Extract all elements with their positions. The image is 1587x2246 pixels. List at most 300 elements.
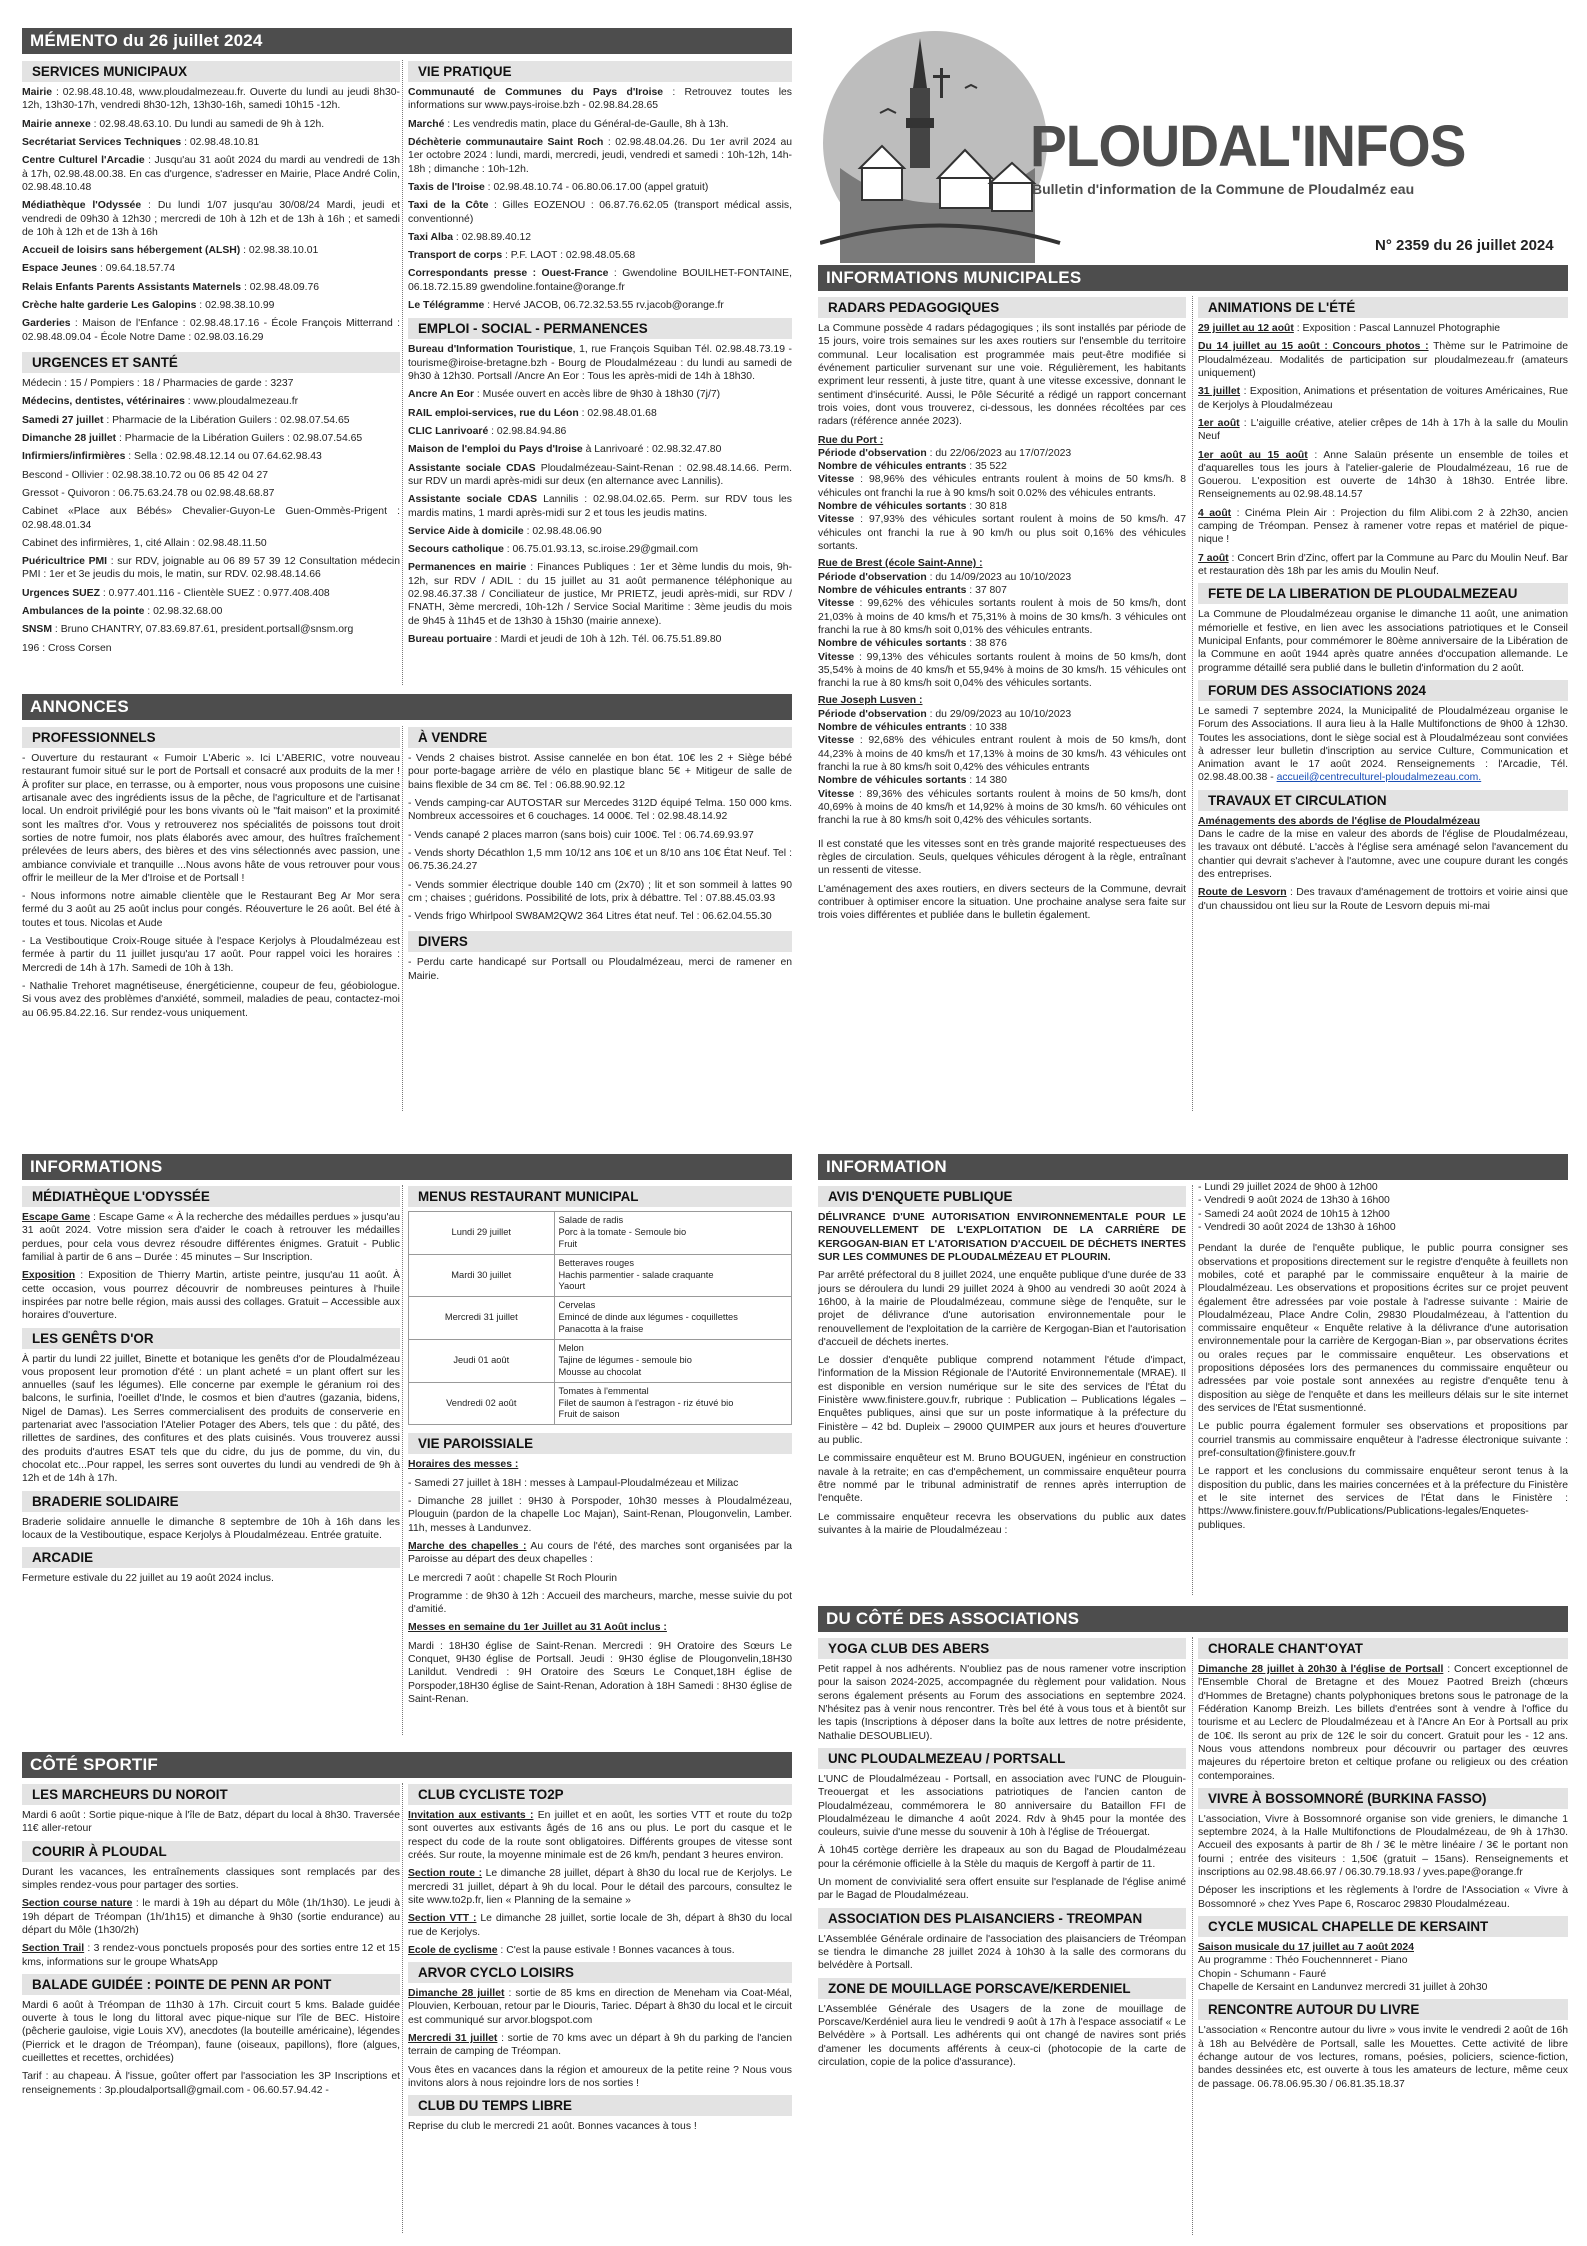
- annonces-title: ANNONCES: [22, 694, 792, 720]
- emploi-line: [408, 561, 792, 628]
- radar-line-text: : 98,96% des véhicules entrants roulent à moins de 50 kms/h. 8 véhicules ont franchi la rue à 90 kms/h soit 0.02% des véhicules entrants.: [818, 474, 1186, 499]
- urgence-line-label: Puéricultrice PMI: [22, 556, 108, 568]
- service-line: [22, 136, 400, 149]
- vie-pratique-line-label: Correspondants presse : Ouest-France: [408, 268, 609, 280]
- emploi-line-text: : Mardi et jeudi de 10h à 12h. Tél. 06.75.51.89.80: [491, 634, 722, 645]
- vie-pratique-line-label: Déchèterie communautaire Saint Roch: [408, 136, 604, 148]
- arvor-line-text: : sortie de 70 kms avec un départ à 9h du parking de l'ancien terrain de camping de Tréompan.: [408, 2033, 792, 2058]
- animation-item-label: 1er août au 15 août: [1198, 449, 1308, 461]
- information-panel: [818, 1154, 1568, 1180]
- vie-pratique-line-text: : 02.98.89.40.12: [453, 231, 532, 243]
- masthead-title: PLOUDAL'INFOS: [1030, 114, 1466, 179]
- cyclo-heading: CLUB CYCLISTE TO2P: [408, 1784, 792, 1805]
- menu-dish: Filet de saumon à l'estragon - riz étuvé bio: [558, 1397, 734, 1408]
- service-line-label: Mairie annexe: [22, 118, 91, 130]
- service-line-label: Médiathèque l'Odyssée: [22, 200, 142, 212]
- radar-line-text: : 14 380: [966, 775, 1007, 787]
- cyclo-line-text: En juillet et en août, les sorties VTT et route du to2p sont ouvertes aux estivants âgés de 16 ans ou plus. Le port du casque et le respect du code de la route sont obligatoires. Différents groupes de vitesse sont créés. Sur route, la moyenne minimale est de 26 km/h, pendant 3 heures environ.: [408, 1810, 792, 1861]
- menu-dish: Mousse au chocolat: [558, 1366, 642, 1377]
- paroisse-line: [408, 1458, 792, 1471]
- animation-item: [1198, 340, 1568, 380]
- services-heading: SERVICES MUNICIPAUX: [22, 61, 400, 82]
- cyclo-line-label: Ecole de cyclisme: [408, 1944, 498, 1956]
- vie-pratique-line-text: : Gwendoline BOUILHET-FONTAINE, 06.18.72.15.89 gwendoline.fontaine@orange.fr: [408, 268, 792, 293]
- paroisse-line: [408, 1590, 792, 1617]
- emploi-line: [408, 388, 792, 401]
- paroisse-line-text: Mardi : 18H30 église de Saint-Renan. Mercredi : 9H Oratoire des Sœurs Le Conquet, 9H30 église de Portsall. Jeudi : 9H30 église de Plougonvelin,18H30 Lanildut. Vendredi : 9H Oratoire des Sœurs Le Conquet,18H église de Porspoder,18H30 église de Saint-Renan, Adoration à 18H Samedi : 8H30 église de Saint-Renan.: [408, 1640, 792, 1706]
- vie-pratique-line: [408, 136, 792, 176]
- fete-text: La Commune de Ploudalmézeau organise le dimanche 11 août, une animation mémorielle et festive, en lien avec les associations patriotiques et le Conseil Municipal Enfants, pour commémorer le 80ème anniversaire de la Libération de la Commune en août 1944 après quatre années d'occupation allemande. Le programme détaillé sera publié dans le bulletin d'information du 2 août.: [1198, 609, 1568, 674]
- animation-item-text: : Exposition : Pascal Lannuzel Photographie: [1293, 323, 1501, 334]
- radar-line: [818, 473, 1186, 500]
- vie-pratique-line-label: Communauté de Communes du Pays d'Iroise: [408, 87, 664, 98]
- animation-item-text: : Concert Brin d'Zinc, offert par la Commune au Parc du Moulin Neuf. Bar et restauration dès 18h par les amis du Moulin Neuf.: [1198, 552, 1568, 577]
- vie-pratique-line: [408, 299, 792, 312]
- urgence-line-text: : Sella : 02.98.48.12.14 ou 07.64.62.98.43: [125, 451, 322, 463]
- cyclo-line-text: : C'est la pause estivale ! Bonnes vacances à tous.: [497, 1944, 735, 1956]
- service-line-text: : 02.98.38.10.01: [240, 245, 319, 257]
- urgence-line-label: Urgences SUEZ: [22, 587, 100, 599]
- cyclo-line-label: Section VTT :: [408, 1913, 477, 1925]
- masthead-subtitle: Bulletin d'information de la Commune de Ploudalméz eau: [1032, 181, 1415, 197]
- arvor-line-text: : sortie de 85 kms en direction de Meneham via Coat-Méal, Plouvien, Kerbouan, retour par le Diouris, Tariec. Départ à 8h30 du local et le circuit est communiqué sur arvor.blogspot.com: [408, 1988, 792, 2026]
- paroisse-line-label: Horaires des messes :: [408, 1459, 519, 1471]
- travaux-2-title: Route de Lesvorn: [1198, 887, 1287, 899]
- cyclo-line: [408, 1912, 792, 1939]
- radar-line-label: Période d'observation: [818, 447, 927, 459]
- radar-line: [818, 584, 1186, 597]
- menus-heading: MENUS RESTAURANT MUNICIPAL: [408, 1186, 792, 1207]
- escape-game: [22, 1211, 400, 1264]
- radar-line-label: Nombre de véhicules entrants: [818, 461, 967, 473]
- service-line-label: Relais Enfants Parents Assistants Maternels: [22, 281, 242, 293]
- cyclo-list: [408, 1809, 792, 1957]
- cyclo-line-label: Section route :: [408, 1868, 483, 1880]
- vie-pratique-line: [408, 267, 792, 294]
- menu-dish: Melon: [558, 1343, 584, 1354]
- menu-day: Jeudi 01 août: [409, 1340, 555, 1383]
- associations-right-col: [1198, 1633, 1568, 2241]
- urgence-line: [22, 555, 400, 582]
- radar-line-label: Vitesse: [818, 788, 855, 800]
- emploi-line-text: , 1, rue François Squiban Tél. 02.98.48.73.19 - tourisme@iroise-bretagne.bzh - Bourg de Ploudalmézeau : du lundi au samedi de 9h30 à 12h30. Portsall /Ancre An Eor : Tous les après-midi de 14h à 18h30.: [408, 344, 792, 382]
- emploi-line: [408, 407, 792, 420]
- annonce-vendre-item: - Vends shorty Décathlon 1,5 mm 10/12 ans 10€ et un 8/10 ans 10€ État Neuf. Tel : 06.75.36.24.27: [408, 847, 792, 873]
- menu-dish: Tomates à l'emmental: [558, 1385, 649, 1396]
- service-line-label: Garderies: [22, 318, 71, 330]
- divers-heading: DIVERS: [408, 931, 792, 952]
- travaux-2: [1198, 886, 1568, 913]
- animation-item-label: Du 14 juillet au 15 août : Concours photos :: [1198, 341, 1429, 353]
- urgence-line-label: Infirmiers/infirmières: [22, 451, 126, 463]
- radar-line-text: : 35 522: [966, 461, 1007, 473]
- marcheurs-heading: LES MARCHEURS DU NOROIT: [22, 1784, 400, 1805]
- menu-row: [409, 1297, 792, 1340]
- menu-day: Mercredi 31 juillet: [409, 1297, 555, 1340]
- menu-dish: Hachis parmentier - salade craquante: [558, 1269, 714, 1280]
- genets-text: À partir du lundi 22 juillet, Binette et botanique les genêts d'or de Ploudalmézeau vous proposent leur promotion d'été : un plant acheté = un plant offert sur les annuelles (sauf les légumes). Elle concerne par exemple le géranium roi des balcons, le surfinia, l'oeillet d'Inde, le cosmos et bien d'autres (gazania, bidens, Nigel de Damas). Les Serres commercialisent des produits de conserverie en partenariat avec l'association l'Atelier Potager des Abers, tels que : du pâté, des rillettes de sardines, des confitures et des plats cuisinés. Vous trouverez aussi des produits d'autres ESAT tels que du cidre, du jus de pomme, du vin, du chocolat etc...Pour rappel, les serres sont ouvertes du lundi au vendredi de 9h à 12h et de 14h à 17h.: [22, 1353, 400, 1485]
- annonce-pro-item: - Nous informons notre aimable clientèle que le Restaurant Beg Ar Mor sera fermé du 3 août au 25 août inclus pour congés. Réouverture le 26 août. Bel été à toutes et tous. Nicolas et Aude: [22, 891, 400, 929]
- service-line-text: : 02.98.48.10.81: [181, 136, 260, 148]
- service-line-label: Espace Jeunes: [22, 263, 98, 275]
- service-line: [22, 281, 400, 294]
- urgence-line-text: : 02.98.32.68.00: [144, 606, 223, 618]
- emploi-line-label: Permanences en mairie: [408, 562, 527, 574]
- animation-item-label: 29 juillet au 12 août: [1198, 323, 1294, 334]
- avis-divider: [1192, 1185, 1193, 1595]
- divers-list: [408, 956, 792, 983]
- radar-line-text: : 99,13% des véhicules sortants roulent à moins de 50 kms/h, dont 35,54% à moins de 40 kms/h et 55,94% à moins de 30 kms/h. 15 véhicules ont franchi la rue à 80 kms/h soit 0,04% des véhicules sortants.: [818, 651, 1186, 690]
- cycle-line-text: Chapelle de Kersaint en Landunvez mercredi 31 juillet à 20h30: [1198, 1981, 1488, 1993]
- service-line-text: : Maison de l'Enfance : 02.98.48.17.16 - École François Mitterrand : 02.98.48.09.04 - École Notre Dame : 02.98.03.16.29: [22, 318, 400, 343]
- courir-trail-text: : 3 rendez-vous ponctuels proposés pour des sorties entre 12 et 15 kms, informations sur le groupe WhatsApp: [22, 1943, 400, 1968]
- paroisse-list: [408, 1458, 792, 1706]
- radar-line: [818, 460, 1186, 473]
- avis-paragraphs: [818, 1269, 1186, 1537]
- service-line-label: Centre Culturel l'Arcadie: [22, 155, 145, 167]
- radar-line-text: : 89,36% des véhicules sortants roulent à moins de 50 kms/h, dont 40,69% à moins de 40 kms/h et 14,92% à moins de 30 kms/h. 60 véhicules ont franchi la rue à 80 kms/h soit 0,42% des véhicules sortants.: [818, 788, 1186, 827]
- menu-dish: Cervelas: [558, 1300, 596, 1311]
- vie-pratique-line-label: Taxi de la Côte: [408, 200, 489, 212]
- avis-right-paragraph: Pendant la durée de l'enquête publique, le public pourra consigner ses observations et propositions directement sur le registre d'enquête à feuillets non mobiles, coté et paraphé par le commissaire enquêteur à la mairie de Ploudalmézeau. Les observations et propositions écrites sur ce projet peuvent également être adressées par voie postale à l'adresse suivante : Mairie de Ploudalmézeau, Place Andre Colin, 29830 Ploudalmézeau, à l'attention du commissaire enquêteur « Enquête relative à la délivrance d'une autorisation environnementale pour la carrière de Kergogan-Bian », par observations écrites ou orales reçues par le commissaire enquêteur. Les observations et propositions déposées lors des permanences du commissaire enquêteur ou adressées par voie postale sont annexées au registre d'enquête tenu à disposition au siège de l'enquête et dans les meilleurs délais sur le site internet des services de l'État susmentionné.: [1198, 1243, 1568, 1414]
- cyclo-line-text: Le dimanche 28 juillet, sortie locale de 3h, départ à 8h30 du local rue de Kerjolys.: [408, 1913, 792, 1938]
- menu-dish: Fruit: [558, 1238, 578, 1249]
- vie-pratique-line-label: Marché: [408, 118, 445, 130]
- menu-row: [409, 1254, 792, 1297]
- memento-title: MÉMENTO du 26 juillet 2024: [22, 28, 792, 54]
- vie-pratique-line-text: : Gilles EOZENOU : 06.87.76.62.05 (transport médical assis, conventionné): [408, 200, 792, 225]
- urgence-line-text: : Pharmacie de la Libération Guilers : 02.98.07.54.65: [103, 414, 350, 426]
- animation-item-label: 4 août: [1198, 507, 1232, 519]
- menu-items: [554, 1382, 791, 1425]
- cyclo-line: [408, 1867, 792, 1907]
- sportif-title: CÔTÉ SPORTIF: [22, 1752, 792, 1778]
- emploi-line-label: Assistante sociale CDAS: [408, 494, 538, 506]
- cycle-heading: CYCLE MUSICAL CHAPELLE DE KERSAINT: [1198, 1916, 1568, 1937]
- radar-line-label: Période d'observation: [818, 571, 927, 583]
- sportif-left-col: [22, 1779, 400, 2239]
- unc-list: [818, 1773, 1186, 1903]
- paroisse-line-text: Au cours de l'été, des marches sont organisées par la Paroisse au départ des deux chapelles :: [408, 1540, 792, 1566]
- avis-left-col: [818, 1181, 1186, 1601]
- menu-day: Mardi 30 juillet: [409, 1254, 555, 1297]
- urgence-line-text: Gressot - Quivoron : 06.75.63.24.78 ou 02.98.48.68.87: [22, 487, 275, 499]
- service-line: [22, 118, 400, 131]
- service-line: [22, 199, 400, 239]
- paroisse-line-text: - Samedi 27 juillet à 18H : messes à Lampaul-Ploudalmézeau et Milizac: [408, 1477, 739, 1489]
- menu-dish: Salade de radis: [558, 1215, 624, 1225]
- service-line-label: Secrétariat Services Techniques: [22, 136, 182, 148]
- avis-date: - Vendredi 9 août 2024 de 13h30 à 16h00: [1198, 1195, 1390, 1207]
- urgence-line: [22, 395, 400, 408]
- animation-item: [1198, 552, 1568, 579]
- annonce-divers-item: - Perdu carte handicapé sur Portsall ou Ploudalmézeau, merci de ramener en Mairie.: [408, 957, 792, 982]
- courir-nature-title: Section course nature: [22, 1898, 133, 1910]
- radars-heading: RADARS PEDAGOGIQUES: [818, 297, 1186, 318]
- radar-line-text: : 30 818: [966, 501, 1007, 513]
- forum-body: Le samedi 7 septembre 2024, la Municipalité de Ploudalmézeau organise le Forum des Associations. Il aura lieu à la Halle Multifonctions de 9h00 à 12h30. Toutes les associations, dont le siège social est à Ploudalmézeau sont conviées à adresser leur bulletin d'inscription au service Culture, Communication et Animation avant le 17 août 2024. Renseignements : l'Arcadie, Tél. 02.98.48.00.38 -: [1198, 705, 1568, 784]
- radar-line: [818, 788, 1186, 828]
- radars-list: [818, 434, 1186, 828]
- animation-item: [1198, 385, 1568, 412]
- infos-municipales-panel: [818, 265, 1568, 291]
- urgence-line-text: : sur RDV, joignable au 06 89 57 39 12 Consultation médecin PMI : 1er et 3e jeudis du mois, le matin, sur RDV. 02.98.48.14.66: [22, 556, 400, 581]
- avis-date: - Samedi 24 août 2024 de 10h15 à 12h00: [1198, 1208, 1390, 1220]
- memento-divider: [402, 60, 403, 685]
- paroisse-line: [408, 1495, 792, 1535]
- forum-text: [1198, 705, 1568, 785]
- emploi-list: [408, 343, 792, 646]
- radar-line: [818, 651, 1186, 691]
- service-line-text: : Jusqu'au 31 août 2024 du mardi au vendredi de 13h à 17h, 02.98.48.00.38. En cas d'urgence, s'adresser en Mairie, Place André Colin, 02.98.48.10.48: [22, 155, 400, 193]
- animation-item-label: 31 juillet: [1198, 386, 1241, 398]
- emploi-line-label: Assistante sociale CDAS: [408, 462, 536, 474]
- service-line-text: : Du lundi 1/07 jusqu'au 30/08/24 Mardi, jeudi et vendredi de 09h30 à 12h30 ; mercredi de 10h à 12h et de 13h à 16h ; et samedi de 10h à 12h et de 13h à 16h: [22, 200, 400, 238]
- vie-pratique-line-label: Taxis de l'Iroise: [408, 181, 485, 193]
- paroisse-line: [408, 1572, 792, 1585]
- urgence-line-text: : Pharmacie de la Libération Guilers : 02.98.07.54.65: [116, 432, 363, 444]
- radar-line-label: Vitesse: [818, 735, 855, 747]
- yoga-heading: YOGA CLUB DES ABERS: [818, 1638, 1186, 1659]
- menu-table: [408, 1211, 792, 1425]
- annonces-right-col: [408, 722, 792, 1117]
- mouillage-heading: ZONE DE MOUILLAGE PORSCAVE/KERDENIEL: [818, 1978, 1186, 1999]
- radar-line-text: : 97,93% des véhicules sortant roulent à moins de 50 kms/h. 47 véhicules ont franchi la rue à 90 km/h ou plus soit 0,16% des véhicules sortants.: [818, 514, 1186, 552]
- service-line-text: : 02.98.48.09.76: [241, 281, 320, 293]
- chorale-title: Dimanche 28 juillet à 20h30 à l'église de Portsall: [1198, 1664, 1444, 1675]
- vie-pratique-line: [408, 181, 792, 194]
- animation-item-text: : Exposition, Animations et présentation de voitures Américaines, Rue de Kerjolys à Ploudalmézeau: [1198, 386, 1568, 411]
- cyclo-line-label: Invitation aux estivants :: [408, 1810, 534, 1821]
- braderie-heading: BRADERIE SOLIDAIRE: [22, 1491, 400, 1512]
- vie-pratique-line-text: : Les vendredis matin, place du Général-de-Gaulle, 8h à 13h.: [444, 118, 729, 130]
- plaisanciers-text: L'Assemblée Générale ordinaire de l'association des plaisanciers de Tréompan se tiendra le dimanche 28 juillet 2024 à 10h30 à la salle des cormorans du belvédère à Portsall.: [818, 1933, 1186, 1972]
- vie-pratique-line: [408, 199, 792, 226]
- menu-dish: Porc à la tomate - Semoule bio: [558, 1226, 687, 1237]
- mediatheque-heading: MÉDIATHÈQUE L'ODYSSÉE: [22, 1186, 400, 1207]
- chorale: [1198, 1663, 1568, 1783]
- braderie-text: Braderie solidaire annuelle le dimanche 8 septembre de 10h à 16h dans les locaux de la Vestiboutique, espace Kerjolys à Ploudalmézeau. Entrée gratuite.: [22, 1516, 400, 1541]
- urgence-line-text: Bescond - Ollivier : 02.98.38.10.72 ou 06 85 42 04 27: [22, 469, 269, 481]
- service-line: [22, 244, 400, 257]
- urgence-line: [22, 450, 400, 463]
- menu-dish: Panacotta à la fraise: [558, 1324, 644, 1335]
- urgence-line-text: Cabinet des infirmières, 1, cité Allain : 02.98.48.11.50: [22, 537, 267, 549]
- urgence-line: [22, 487, 400, 500]
- informations-panel: [22, 1154, 792, 1180]
- emploi-line: [408, 462, 792, 489]
- balade-tarif: Tarif : au chapeau. À l'issue, goûter offert par l'association les 3P Inscriptions et renseignements : 3p.ploudalportsall@gmail.com - 06.60.57.94.42 -: [22, 2071, 400, 2096]
- menu-dish: Tajine de légumes - semoule bio: [558, 1354, 692, 1365]
- unc-paragraph: Un moment de convivialité sera offert ensuite sur l'esplanade de l'église animé par le Bagad de Ploudalmézeau.: [818, 1877, 1186, 1902]
- emploi-heading: EMPLOI - SOCIAL - PERMANENCES: [408, 318, 792, 339]
- emploi-line-text: Ploudalmézeau-Saint-Renan : 02.98.48.14.66. Perm. sur RDV un mardi après-midi sur deux (en alternance avec Lannilis).: [408, 462, 792, 487]
- expo-title: Exposition: [22, 1270, 76, 1282]
- urgence-line-label: SNSM: [22, 624, 53, 636]
- urgence-line: [22, 377, 400, 390]
- memento-left-col: [22, 56, 400, 691]
- cycle-line: [1198, 1968, 1568, 1981]
- urgence-line: [22, 432, 400, 445]
- emploi-line-text: : 02.98.84.94.86: [488, 425, 567, 437]
- radar-line: [818, 637, 1186, 650]
- courir-intro: Durant les vacances, les entraînements classiques sont remplacés par des simples rendez-vous pour partager des sorties.: [22, 1866, 400, 1891]
- radar-line-label: Nombre de véhicules entrants: [818, 722, 967, 734]
- arvor-list: [408, 1987, 792, 2090]
- radar-line-text: : 10 338: [966, 722, 1007, 734]
- radar-line-text: : 38 876: [966, 638, 1007, 650]
- emploi-line-text: : 02.98.48.01.68: [578, 407, 657, 419]
- emploi-line-label: Bureau portuaire: [408, 634, 492, 645]
- menu-row: [409, 1382, 792, 1425]
- vie-pratique-line-label: Transport de corps: [408, 250, 503, 262]
- urgence-line-text: Cabinet «Place aux Bébés» Chevalier-Guyon-Le Guen-Ommès-Prigent : 02.98.48.01.34: [22, 506, 400, 531]
- vie-pratique-line: [408, 231, 792, 244]
- emploi-line-text: : Finances Publiques : 1er et 3ème lundis du mois, 9h-12h, sur RDV / ADIL : du 15 juillet au 31 août permanence téléphonique au 02.98.46.37.38 / Conciliateur de justice, Mr PRIETZ, jeudi après-midi, sur RDV / FNATH, 3ème mercredi, 10h-12h / Service Social Maritime : 3ème jeudis du mois de 9h45 à 11h45 et de 13h30 à 15h30 (mairie annexe).: [408, 562, 792, 627]
- service-line-label: Mairie: [22, 87, 53, 98]
- services-list: [22, 86, 400, 344]
- vie-pratique-line-label: Taxi Alba: [408, 231, 454, 243]
- service-line: [22, 299, 400, 312]
- arvor-line: [408, 2064, 792, 2091]
- radar-line-label: Période d'observation: [818, 708, 927, 720]
- urgence-line-text: Médecin : 15 / Pompiers : 18 / Pharmacies de garde : 3237: [22, 378, 294, 389]
- urgences-list: [22, 377, 400, 655]
- menu-dish: Betteraves rouges: [558, 1257, 634, 1268]
- cyclo-line: [408, 1809, 792, 1862]
- animation-item: [1198, 449, 1568, 502]
- annonce-pro-item: - Nathalie Trehoret magnétiseuse, énergéticienne, coupeur de feu, géobiologue. Si vous avez des problèmes d'anxiété, sommeil, maladies de peau, contactez-moi au 06.95.84.22.16. Sur rendez-vous uniquement.: [22, 981, 400, 1019]
- emploi-line-text: : 06.75.01.93.13, sc.iroise.29@gmail.com: [503, 544, 699, 556]
- travaux-1-title: Aménagements des abords de l'église de Ploudalmézeau: [1198, 815, 1480, 827]
- menu-items: [554, 1297, 791, 1340]
- professionnels-heading: PROFESSIONNELS: [22, 727, 400, 748]
- radars-outro-paragraph: Il est constaté que les vitesses sont en très grande majorité respectueuses des règles de circulation. Seuls, quelques véhicules dérogent à la règle, entraînant un ressenti de vitesse.: [818, 838, 1186, 877]
- informations-right-col: [408, 1181, 792, 1741]
- mouillage-text: L'Assemblée Générale des Usagers de la zone de mouillage de Porscave/Kerdéniel aura lieu le vendredi 9 août à 17h à l'espace associatif « Le Belvédère » à Portsall. Les adhérents qui ont changé de navires sont priés d'amener les documents afférents à ceux-ci (photocopie de la carte de circulation, copie de la police d'assurance).: [818, 2003, 1186, 2068]
- animation-item: [1198, 417, 1568, 444]
- genets-heading: LES GENÊTS D'OR: [22, 1328, 400, 1349]
- menu-dish: Fruit de saison: [558, 1409, 620, 1420]
- balade-text: Mardi 6 août à Tréompan de 11h30 à 17h. Circuit court 5 kms. Balade guidée ouverte à tous le long du littoral avec pique-nique sur l'île de BEC. Histoire (pêcherie gauloise, vigie Louis XV), anecdotes (la bouteille américaine), légendes (Pierrick et le dragon de Tréompan), faune (oiseaux, papillons), flore (algues, cueillettes et recettes, orchidées): [22, 1999, 400, 2065]
- paroisse-line-label: Messes en semaine du 1er Juillet au 31 Août inclus :: [408, 1622, 667, 1634]
- animation-item-text: : Anne Salaün présente un ensemble de toiles et d'aquarelles tous les jours à l'atelier-galerie de Ploudalmézeau, 16 rue de Gouerou. L'exposition est ouverte de 14h30 à 18h30. Entrée libre. Renseignements au 02.98.48.14.57: [1198, 449, 1568, 501]
- emploi-line-label: Maison de l'emploi du Pays d'Iroise: [408, 444, 583, 456]
- radars-col: [818, 292, 1186, 1117]
- paroisse-line-label: Marche des chapelles :: [408, 1540, 527, 1552]
- avis-dates: [1198, 1181, 1568, 1234]
- paroisse-line: [408, 1540, 792, 1567]
- cycle-line: [1198, 1981, 1568, 1994]
- courir-heading: COURIR À PLOUDAL: [22, 1841, 400, 1862]
- radar-line-text: : du 14/09/2023 au 10/10/2023: [926, 571, 1072, 583]
- animation-item-label: 1er août: [1198, 417, 1240, 429]
- annonce-pro-item: - La Vestiboutique Croix-Rouge située à l'espace Kerjolys à Ploudalmézeau est fermée à partir du 11 juillet jusqu'au 17 août. Pour rappel voici les horaires : Mercredi de 14h à 17h. Samedi de 10h à 13h.: [22, 936, 400, 974]
- paroisse-line: [408, 1477, 792, 1490]
- marcheurs-text: Mardi 6 août : Sortie pique-nique à l'île de Batz, départ du local à 8h30. Traversée 11€ aller-retour: [22, 1810, 400, 1835]
- cycle-list: [1198, 1941, 1568, 1994]
- arvor-line-label: Dimanche 28 juillet: [408, 1988, 505, 2000]
- radar-line: [818, 500, 1186, 513]
- temps-heading: CLUB DU TEMPS LIBRE: [408, 2095, 792, 2116]
- expo-text: : Exposition de Thierry Martin, artiste peintre, jusqu'au 11 août. À cette occasion, vous pourrez découvrir de nombreuses peintures à l'huile inspirées par notre belle région, mais aussi des collages. Gratuit – Accessible aux horaires d'ouverture.: [22, 1270, 400, 1322]
- cycle-line: [1198, 1941, 1568, 1954]
- informations-left-col: [22, 1181, 400, 1741]
- emploi-line-label: RAIL emploi-services, rue du Léon: [408, 407, 579, 419]
- urgence-line: [22, 537, 400, 550]
- arvor-line-text: Vous êtes en vacances dans la région et amoureux de la petite reine ? Nous vous invitons alors à nous rejoindre lors de nos sorties !: [408, 2064, 792, 2089]
- urgence-line-text: : www.ploudalmezeau.fr: [184, 396, 299, 408]
- memento-right-col: [408, 56, 792, 691]
- urgence-line-text: : Bruno CHANTRY, 07.83.69.87.61, president.portsall@snsm.org: [52, 624, 354, 636]
- paroisse-heading: VIE PAROISSIALE: [408, 1433, 792, 1454]
- emploi-line-label: Secours catholique: [408, 544, 504, 556]
- emploi-line: [408, 493, 792, 520]
- unc-paragraph: À 10h45 cortège derrière les drapeaux au son du Bagad de Ploudalmézeau pour la cérémonie officielle à la Stèle du maquis de Kergoff à partir de 11.: [818, 1845, 1186, 1870]
- infos-divider: [1192, 296, 1193, 1111]
- radar-line-label: Nombre de véhicules entrants: [818, 584, 967, 596]
- radar-line: [818, 597, 1186, 637]
- cycle-line-label: Saison musicale du 17 juillet au 7 août 2024: [1198, 1942, 1414, 1953]
- cycle-line-text: Chopin - Schumann - Fauré: [1198, 1968, 1327, 1980]
- radar-line-label: Vitesse: [818, 651, 855, 663]
- cyclo-line: [408, 1944, 792, 1957]
- emploi-line-text: : Musée ouvert en accès libre de 9h30 à 18h30 (7j/7): [474, 389, 721, 401]
- emploi-line-label: Ancre An Eor: [408, 389, 475, 401]
- animation-item: [1198, 507, 1568, 547]
- arvor-line: [408, 2032, 792, 2059]
- cycle-line: [1198, 1954, 1568, 1967]
- travaux-heading: TRAVAUX ET CIRCULATION: [1198, 790, 1568, 811]
- radar-line-label: Nombre de véhicules sortants: [818, 638, 967, 650]
- arcadie-heading: ARCADIE: [22, 1547, 400, 1568]
- urgence-line: [22, 505, 400, 532]
- annonces-left-col: [22, 722, 400, 1117]
- animations-col: [1198, 292, 1568, 1117]
- menu-day: Vendredi 02 août: [409, 1382, 555, 1425]
- annonce-pro-item: - Ouverture du restaurant « Fumoir L'Aberic ». Ici L'ABERIC, votre nouveau restaurant fumoir situé sur le port de Portsall et consacré aux produits de la mer ! À profiter sur place, en terrasse, ou à emporter, nous vous proposons une cuisine artisanale avec des ingrédients issus de la pêche, de l'agriculture et de l'artisanat local. Un endroit privilégié pour les bons vivants où le "fait maison" et la proximité sont les maîtres d'or. Vous y retrouverez nos spécialités de poissons tout droit sorties de notre fumoir, nos plats élaborés avec amour, des huîtres fraîchement prélevées de leurs abers, des bières et des vins sélectionnés avec passion, une ambiance conviviale et tranquille ...Nous avons hâte de vous retrouver pour vous offrir le meilleur de la Mer d'Iroise et de Portsall !: [22, 753, 400, 884]
- cyclo-line-text: Le dimanche 28 juillet, départ à 8h30 du local rue de Kerjolys. Le mercredi 31 juillet, départ à 9h du local. Pour le détail des parcours, consultez le site www.to2p.fr, lien « Planning de la semaine »: [408, 1868, 792, 1906]
- associations-panel: [818, 1606, 1568, 1632]
- emploi-line-label: CLIC Lanrivoaré: [408, 425, 489, 437]
- animations-heading: ANIMATIONS DE L'ÉTÉ: [1198, 297, 1568, 318]
- menu-dish: Emincé de dinde aux légumes - coquillettes: [558, 1312, 738, 1323]
- menu-items: [554, 1340, 791, 1383]
- urgence-line-label: Dimanche 28 juillet: [22, 432, 117, 444]
- radar-line: [818, 708, 1186, 721]
- service-line-label: Crèche halte garderie Les Galopins: [22, 300, 197, 312]
- urgence-line: [22, 642, 400, 655]
- service-line: [22, 317, 400, 344]
- animation-item: [1198, 322, 1568, 335]
- urgences-heading: URGENCES ET SANTÉ: [22, 352, 400, 373]
- forum-email-link[interactable]: accueil@centreculturel-ploudalmezeau.com.: [1276, 772, 1482, 784]
- emploi-line: [408, 443, 792, 456]
- radar-line: [818, 447, 1186, 460]
- urgence-line: [22, 469, 400, 482]
- avis-paragraph: Le commissaire enquêteur est M. Bruno BOUGUEN, ingénieur en construction navale à la retraite; en cas d'empêchement, un commissaire enquêteur pourra être nommé par le tribunal administratif de rennes après interruption de l'enquête.: [818, 1453, 1186, 1505]
- menu-day: Lundi 29 juillet: [409, 1212, 555, 1255]
- vivre-heading: VIVRE À BOSSOMNORÉ (BURKINA FASSO): [1198, 1788, 1568, 1809]
- radar-line-label: Vitesse: [818, 474, 855, 486]
- annonces-panel: [22, 694, 792, 720]
- radar-street: Rue Joseph Lusven :: [818, 695, 923, 707]
- masthead: [820, 18, 1580, 263]
- information-title: INFORMATION: [818, 1154, 1568, 1180]
- radar-line-text: : 37 807: [966, 584, 1007, 596]
- balade-heading: BALADE GUIDÉE : POINTE DE PENN AR PONT: [22, 1974, 400, 1995]
- informations-divider: [402, 1185, 403, 1735]
